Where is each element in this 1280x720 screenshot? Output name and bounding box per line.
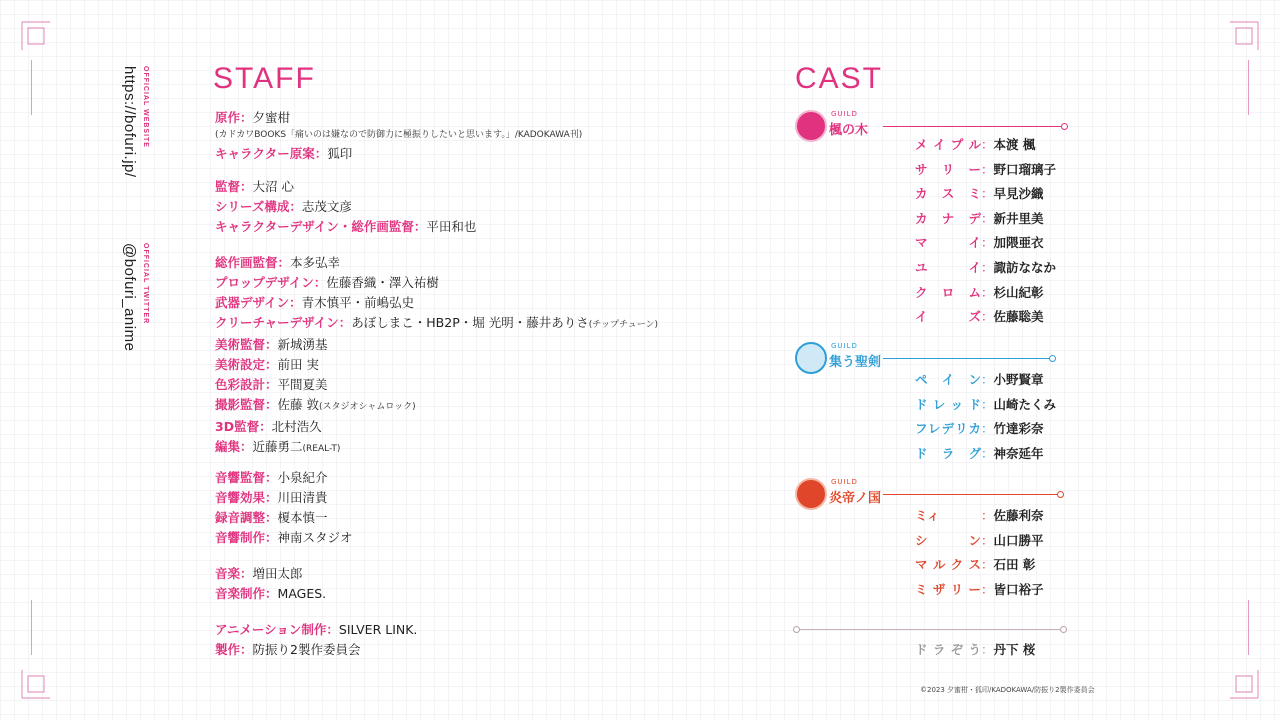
staff-name: SILVER LINK. — [338, 622, 418, 637]
guild-divider — [883, 126, 1063, 127]
cast-row: ミザリー ： 皆口裕子 — [915, 578, 1044, 603]
character-name: ミザリー — [915, 581, 981, 597]
frame-line-right-bottom — [1248, 600, 1249, 655]
staff-role: プロップデザイン — [215, 275, 314, 290]
guild-label: GUILD — [831, 478, 858, 486]
staff-name: 増田太郎 — [252, 566, 303, 581]
character-name: フレデリカ — [915, 421, 981, 437]
cast-row: カナデ ： 新井里美 — [915, 207, 1056, 232]
staff-row: 美術監督 ： 新城湧基 — [215, 335, 658, 355]
staff-role: 編集 — [215, 439, 241, 454]
staff-row: 美術設定 ： 前田 実 — [215, 355, 658, 375]
staff-name: 平間夏美 — [277, 377, 328, 392]
cast-row: カスミ ： 早見沙織 — [915, 182, 1056, 207]
staff-role: 撮影監督 — [215, 397, 266, 412]
guild-label: GUILD — [831, 110, 858, 118]
staff-row: 音楽 ： 増田太郎 — [215, 564, 326, 584]
cast-list-entei — [915, 504, 1044, 602]
staff-role: 3D監督 — [215, 419, 260, 434]
guild-label: GUILD — [831, 342, 858, 350]
official-website[interactable] — [120, 66, 149, 178]
guild-divider — [883, 358, 1051, 359]
voice-actor: 佐藤利奈 — [993, 508, 1044, 523]
cast-row: イズ ： 佐藤聡美 — [915, 305, 1056, 330]
cast-row: サリー ： 野口瑠璃子 — [915, 158, 1056, 183]
staff-name: 佐藤香織・澤入祐樹 — [326, 275, 439, 290]
staff-row: クリーチャーデザイン ： あぼしまこ・HB2P・堀 光明・藤井ありさ (チップチューン) — [215, 313, 658, 335]
staff-role: 録音調整 — [215, 510, 266, 525]
corner-ornament-top-right — [1220, 20, 1260, 60]
staff-row: 録音調整 ： 榎本慎一 — [215, 508, 353, 528]
frame-line-right-top — [1248, 60, 1249, 115]
staff-name: 志茂文彦 — [301, 199, 352, 214]
character-name: ミィ — [915, 508, 940, 523]
staff-note: (スタジオシャムロック) — [319, 402, 416, 412]
staff-name: 防振り2製作委員会 — [252, 642, 361, 657]
cast-heading: CAST — [795, 62, 884, 95]
staff-name: 狐印 — [327, 146, 353, 161]
voice-actor: 諏訪ななか — [993, 259, 1057, 275]
staff-row: プロップデザイン ： 佐藤香織・澤入祐樹 — [215, 273, 658, 293]
corner-ornament-top-left — [20, 20, 60, 60]
cast-divider-dot-left — [793, 626, 800, 633]
guild-name: 楓の木 — [829, 123, 869, 138]
staff-role: 総作画監督 — [215, 255, 278, 270]
staff-role: 音響制作 — [215, 530, 266, 545]
cast-row: フレデリカ ： 竹達彩奈 — [915, 417, 1056, 442]
staff-note: (REAL-T) — [302, 444, 341, 454]
staff-group-original — [215, 108, 582, 164]
staff-row: 武器デザイン ： 青木慎平・前嶋弘史 — [215, 293, 658, 313]
guild-divider-dot — [1061, 123, 1068, 130]
voice-actor: 杉山紀彰 — [993, 284, 1044, 300]
staff-note: (チップチューン) — [588, 320, 659, 330]
cast-row: マルクス ： 石田 彰 — [915, 553, 1044, 578]
staff-group-direction — [215, 177, 476, 237]
guild-divider-dot — [1057, 491, 1064, 498]
staff-name: 前田 実 — [277, 357, 320, 372]
cast-row: クロム ： 杉山紀彰 — [915, 281, 1056, 306]
official-twitter[interactable] — [120, 243, 149, 352]
character-name: カスミ — [915, 186, 981, 202]
cast-row: マイ ： 加隈亜衣 — [915, 231, 1056, 256]
guild-divider — [883, 494, 1059, 495]
official-website-url[interactable]: https://bofuri.jp/ — [121, 66, 138, 178]
character-name: ドレッド — [915, 396, 981, 412]
staff-role: 美術設定 — [215, 357, 266, 372]
character-name: サリー — [915, 161, 981, 177]
cast-row: ミィ ： 佐藤利奈 — [915, 504, 1044, 529]
staff-name: 小泉紀介 — [277, 470, 328, 485]
cast-row: ドラグ ： 神奈延年 — [915, 442, 1056, 467]
sword-guild-emblem-icon — [795, 342, 827, 374]
staff-group-sound — [215, 468, 353, 548]
voice-actor: 新井里美 — [993, 210, 1044, 226]
staff-role: キャラクターデザイン・総作画監督 — [215, 219, 414, 234]
voice-actor: 早見沙織 — [993, 186, 1044, 202]
corner-ornament-bottom-right — [1220, 660, 1260, 700]
cast-extra — [915, 638, 1035, 663]
staff-name: 青木慎平・前嶋弘史 — [301, 295, 415, 310]
staff-row: 編集 ： 近藤勇二 (REAL-T) — [215, 437, 658, 459]
staff-group-art — [215, 253, 658, 459]
staff-name: 佐藤 敦 — [277, 397, 320, 412]
staff-role: 原作 — [215, 110, 241, 125]
staff-name: MAGES. — [277, 586, 327, 601]
character-name: クロム — [915, 284, 981, 300]
voice-actor: 加隈亜衣 — [993, 235, 1044, 251]
staff-role: アニメーション制作 — [215, 622, 327, 637]
staff-row: キャラクター原案 ： 狐印 — [215, 144, 582, 164]
staff-role: 色彩設計 — [215, 377, 266, 392]
guild-name: 集う聖剣 — [829, 355, 882, 370]
cast-row: シン ： 山口勝平 — [915, 529, 1044, 554]
staff-name: 神南スタジオ — [277, 530, 353, 545]
cast-divider-dot-right — [1060, 626, 1067, 633]
staff-name: 夕蜜柑 — [252, 110, 291, 125]
staff-role: 音楽 — [215, 566, 241, 581]
corner-ornament-bottom-left — [20, 660, 60, 700]
staff-row: 色彩設計 ： 平間夏美 — [215, 375, 658, 395]
frame-line-left-bottom — [31, 600, 32, 655]
staff-name: 榎本慎一 — [277, 510, 328, 525]
cast-row: ユイ ： 諏訪ななか — [915, 256, 1056, 281]
voice-actor: 神奈延年 — [993, 445, 1044, 461]
staff-row: 3D監督 ： 北村浩久 — [215, 417, 658, 437]
staff-row: 音響制作 ： 神南スタジオ — [215, 528, 353, 548]
guild-name: 炎帝ノ国 — [829, 491, 882, 506]
staff-role: 美術監督 — [215, 337, 266, 352]
frame-line-left-top — [31, 60, 32, 115]
voice-actor: 佐藤聡美 — [993, 309, 1044, 325]
voice-actor: 山崎たくみ — [993, 396, 1057, 412]
staff-role: 音響監督 — [215, 470, 266, 485]
character-name: メイプル — [915, 137, 981, 152]
cast-list-kaede — [915, 133, 1056, 330]
staff-group-music — [215, 564, 326, 604]
staff-row: 総作画監督 ： 本多弘幸 — [215, 253, 658, 273]
staff-note: (カドカワBOOKS「痛いのは嫌なので防御力に極振りしたいと思います。」/KADOKAWA刊) — [215, 130, 583, 140]
staff-name: 北村浩久 — [271, 419, 322, 434]
copyright: ©2023 夕蜜柑・狐印/KADOKAWA/防振り2製作委員会 — [920, 686, 1095, 694]
staff-role: 監督 — [215, 179, 241, 194]
staff-name: 川田清貴 — [277, 490, 328, 505]
staff-row: 音響監督 ： 小泉紀介 — [215, 468, 353, 488]
staff-group-production — [215, 620, 417, 660]
staff-row: 監督 ： 大沼 心 — [215, 177, 476, 197]
maple-guild-emblem-icon — [795, 110, 827, 142]
cast-list-seiken — [915, 368, 1056, 466]
voice-actor: 皆口裕子 — [993, 581, 1044, 597]
staff-row: 音楽制作 ： MAGES. — [215, 584, 326, 604]
staff-name: 本多弘幸 — [290, 255, 341, 270]
official-twitter-label: OFFICIAL TWITTER — [142, 243, 149, 325]
staff-row: 原作 ： 夕蜜柑 — [215, 108, 582, 128]
guild-divider-dot — [1049, 355, 1056, 362]
staff-row: 音響効果 ： 川田清貴 — [215, 488, 353, 508]
staff-role: キャラクター原案 — [215, 146, 315, 161]
voice-actor: 本渡 楓 — [993, 137, 1036, 152]
staff-heading: STAFF — [213, 62, 316, 95]
official-twitter-handle[interactable]: @bofuri_anime — [121, 243, 138, 352]
voice-actor: 丹下 桜 — [993, 642, 1036, 657]
character-name: ユイ — [915, 259, 981, 275]
character-name: カナデ — [915, 210, 981, 226]
staff-role: 音楽制作 — [215, 586, 266, 601]
character-name: イズ — [915, 309, 981, 325]
character-name: マルクス — [915, 557, 981, 573]
cast-row: ドラぞう ： 丹下 桜 — [915, 638, 1035, 663]
character-name: ドラぞう — [915, 642, 981, 657]
flame-guild-emblem-icon — [795, 478, 827, 510]
staff-name: 大沼 心 — [252, 179, 295, 194]
character-name: シン — [915, 532, 981, 548]
voice-actor: 竹達彩奈 — [993, 421, 1044, 437]
staff-name: 平田和也 — [426, 219, 477, 234]
voice-actor: 野口瑠璃子 — [993, 161, 1057, 177]
staff-name: 新城湧基 — [277, 337, 328, 352]
cast-divider — [800, 629, 1060, 630]
staff-row: 撮影監督 ： 佐藤 敦 (スタジオシャムロック) — [215, 395, 658, 417]
character-name: ドラグ — [915, 445, 981, 461]
staff-name: 近藤勇二 — [252, 439, 303, 454]
cast-row: メイプル ： 本渡 楓 — [915, 133, 1056, 158]
staff-role: 音響効果 — [215, 490, 266, 505]
cast-row: ドレッド ： 山崎たくみ — [915, 393, 1056, 418]
cast-row: ペイン ： 小野賢章 — [915, 368, 1056, 393]
staff-name: あぼしまこ・HB2P・堀 光明・藤井ありさ — [351, 315, 589, 330]
voice-actor: 山口勝平 — [993, 532, 1044, 548]
staff-role: 武器デザイン — [215, 295, 290, 310]
voice-actor: 石田 彰 — [993, 557, 1036, 573]
staff-row: シリーズ構成 ： 志茂文彦 — [215, 197, 476, 217]
staff-row: アニメーション制作 ： SILVER LINK. — [215, 620, 417, 640]
staff-role: クリーチャーデザイン — [215, 315, 339, 330]
staff-row: 製作 ： 防振り2製作委員会 — [215, 640, 417, 660]
character-name: マイ — [915, 235, 981, 251]
staff-row: キャラクターデザイン・総作画監督 ： 平田和也 — [215, 217, 476, 237]
staff-role: シリーズ構成 — [215, 199, 290, 214]
staff-role: 製作 — [215, 642, 241, 657]
voice-actor: 小野賢章 — [993, 372, 1044, 387]
character-name: ペイン — [915, 372, 981, 387]
official-website-label: OFFICIAL WEBSITE — [142, 66, 149, 148]
